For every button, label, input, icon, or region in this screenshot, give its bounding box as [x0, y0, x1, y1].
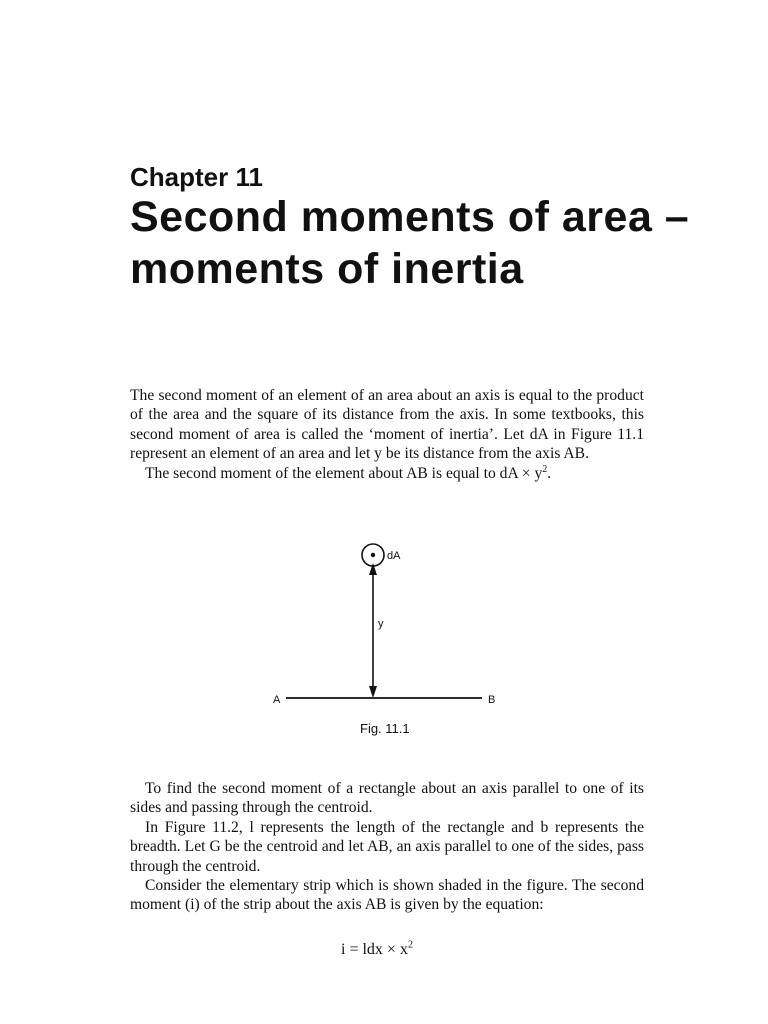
distance-y-label: y: [378, 618, 384, 630]
intro-paragraph-1: The second moment of an element of an area about an axis is equal to the product of the area and the square of its distance from the axis. In some textbooks, this second moment of area is called the ‘moment of inertia’. Let dA in Figure 11.1 represent an element of an area and let y be its distance from the axis AB.: [130, 387, 644, 463]
rectangle-paragraph-3: Consider the elementary strip which is shown shaded in the figure. The second moment (i) of the strip about the axis AB is given by the equation:: [130, 877, 644, 914]
axis-b-label: B: [488, 694, 496, 706]
intro-paragraph-2-end: .: [547, 464, 552, 482]
equation-exponent: 2: [407, 939, 413, 951]
distance-arrow-head-up: [369, 563, 377, 575]
element-da-dot: [371, 553, 375, 557]
intro-paragraph-2-exponent: 2: [542, 463, 548, 475]
intro-paragraph-2-text: The second moment of the element about AB is equal to dA × y: [145, 464, 543, 482]
rectangle-paragraph-2: In Figure 11.2, l represents the length of the rectangle and b represents the breadth. Let G be the centroid and let AB, an axis parallel to one of the sides, pass through the centroid.: [130, 818, 644, 875]
chapter-title: Second moments of area – moments of inertia: [130, 193, 690, 293]
figure-caption: Fig. 11.1: [360, 721, 410, 736]
chapter-number: Chapter 11: [130, 162, 263, 192]
equation-text: i = ldx × x: [341, 941, 408, 958]
rectangle-paragraph-1: To find the second moment of a rectangle about an axis parallel to one of its sides and passing through the centroid.: [130, 780, 644, 817]
distance-arrow-head-down: [369, 686, 377, 698]
rectangle-section-text: [130, 779, 644, 915]
strip-moment-equation: [341, 941, 413, 959]
axis-a-label: A: [273, 694, 281, 706]
element-da-label: dA: [387, 550, 401, 562]
